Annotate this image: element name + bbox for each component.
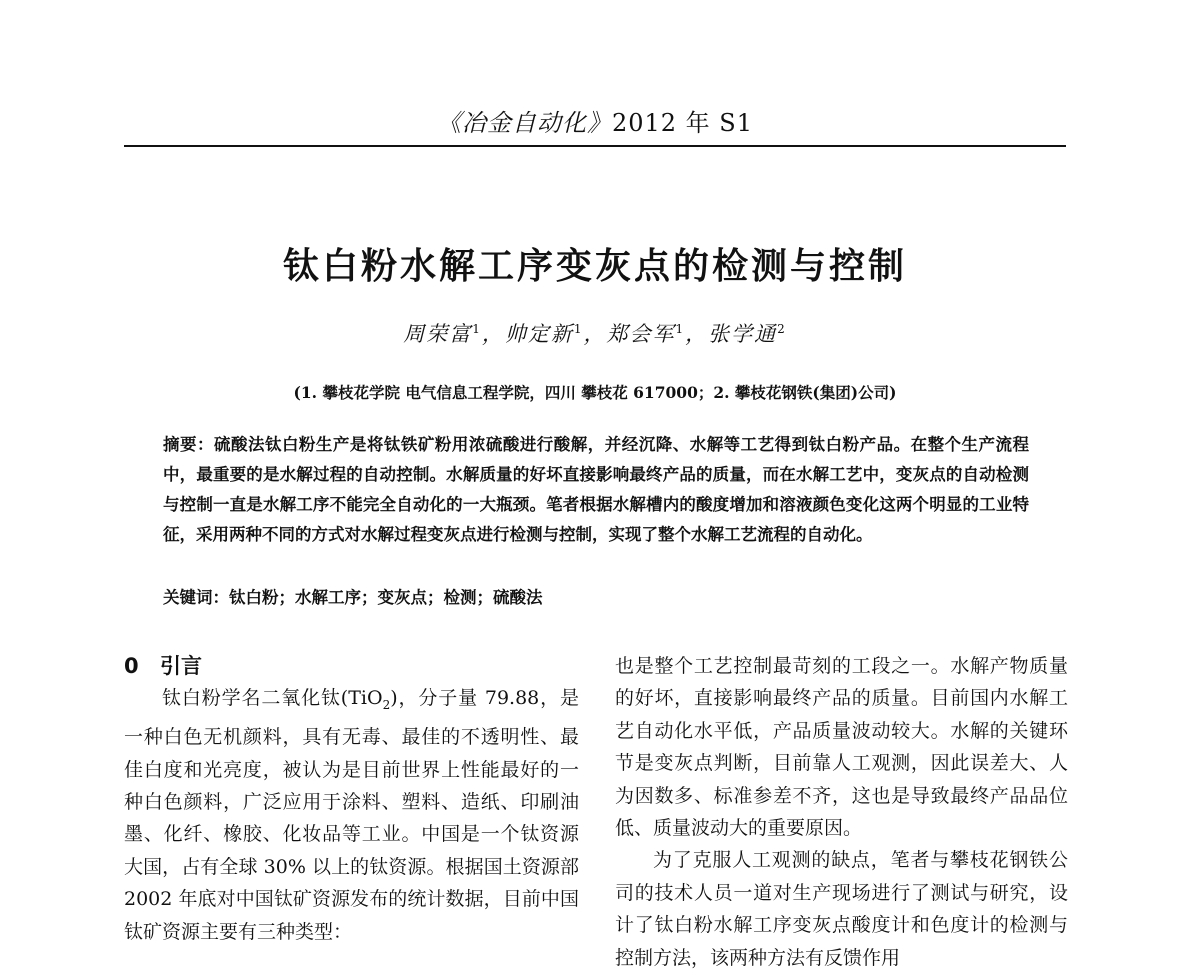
author-affiliation-mark: 1	[675, 322, 686, 336]
author-separator: ，	[583, 322, 607, 346]
author-name: 郑会军	[606, 322, 676, 346]
keywords-text: 钛白粉；水解工序；变灰点；检测；硫酸法	[229, 588, 543, 607]
abstract-text: 硫酸法钛白粉生产是将钛铁矿粉用浓硫酸进行酸解，并经沉降、水解等工艺得到钛白粉产品。在整个生产流程中，最重要的是水解过程的自动控制。水解质量的好坏直接影响最终产品的质量，而在水解工艺中，变灰点的自动检测与控制一直是水解工序不能完全自动化的一大瓶颈。笔者根据水解槽内的酸度增加和溶液颜色变化这两个明显的工业特征，采用两种不同的方式对水解过程变灰点进行检测与控制，实现了整个水解工艺流程的自动化。	[163, 435, 1030, 544]
right-paragraph-2: 为了克服人工观测的缺点，笔者与攀枝花钢铁公司的技术人员一道对生产现场进行了测试与研究，设计了钛白粉水解工序变灰点酸度计和色度计的检测与控制方法，该两种方法有反馈作用	[615, 849, 1068, 969]
intro-paragraph	[124, 682, 579, 948]
author-list	[124, 318, 1066, 348]
section-number: 0	[124, 654, 139, 678]
keywords-label: 关键词：	[163, 588, 229, 607]
keywords	[163, 583, 1029, 613]
journal-header	[124, 103, 1066, 138]
author-affiliation-mark: 2	[777, 322, 787, 336]
abstract	[163, 430, 1029, 550]
paper-title: 钛白粉水解工序变灰点的检测与控制	[282, 246, 907, 287]
intro-text-2: )，分子量 79.88，是一种白色无机颜料，具有无毒、最佳的不透明性、最佳白度和光亮度，被认为是目前世界上性能最好的一种白色颜料，广泛应用于涂料、塑料、造纸、印刷油墨、化纤、橡胶、化妆品等工业。中国是一个钛资源大国，占有全球 30% 以上的钛资源。根据国土资源部 2002 年底对中国钛矿资源发布的统计数据，目前中国钛矿资源主要有三种类型：	[124, 687, 579, 943]
author-affiliation-mark: 1	[573, 322, 584, 336]
header-rule	[124, 145, 1066, 147]
journal-name: 《冶金自动化》	[436, 109, 612, 137]
author-name: 帅定新	[504, 322, 574, 346]
author-name: 张学通	[708, 322, 778, 346]
abstract-label: 摘要：	[163, 435, 214, 454]
author-separator: ，	[685, 322, 709, 346]
author-separator: ，	[481, 322, 505, 346]
subscript: 2	[382, 697, 391, 712]
right-paragraph-1: 也是整个工艺控制最苛刻的工段之一。水解产物质量的好坏，直接影响最终产品的质量。目前国内水解工艺自动化水平低，产品质量波动较大。水解的关键环节是变灰点判断，目前靠人工观测，因此误差大、人为因数多、标准参差不齐，这也是导致最终产品品位低、质量波动大的重要原因。	[615, 655, 1068, 840]
author-name: 周荣富	[403, 322, 473, 346]
affiliations: (1. 攀枝花学院 电气信息工程学院，四川 攀枝花 617000；2. 攀枝花钢铁(集团)公司)	[293, 383, 897, 402]
author-affiliation-mark: 1	[472, 322, 482, 336]
right-column	[615, 650, 1068, 974]
section-title: 引言	[160, 654, 202, 678]
intro-text-1: 钛白粉学名二氧化钛(TiO	[162, 687, 383, 709]
journal-issue: 2012 年 S1	[611, 109, 754, 137]
left-column	[124, 650, 579, 948]
section-heading	[124, 650, 579, 682]
